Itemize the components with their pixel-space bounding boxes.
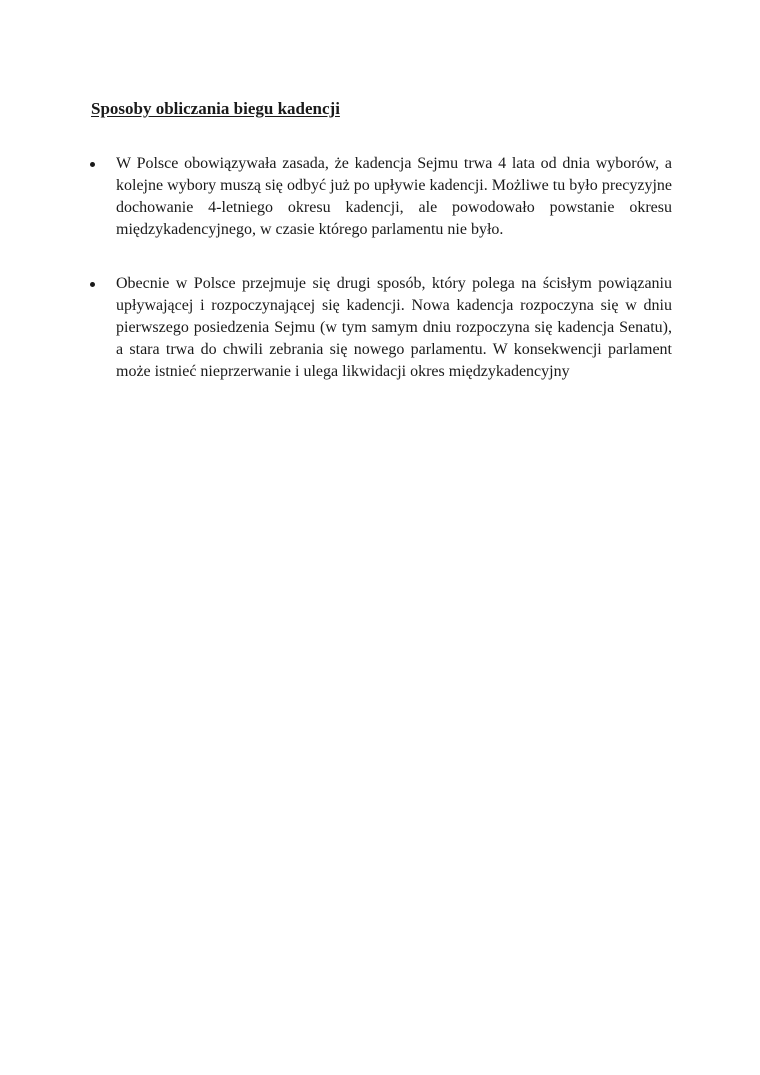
list-item [90, 153, 672, 241]
bullet-list [90, 153, 672, 383]
bullet-text: W Polsce obowiązywała zasada, że kadencja Sejmu trwa 4 lata od dnia wyborów, a kolejne wybory muszą się odbyć już po upływie kadencji. Możliwe tu było precyzyjne dochowanie 4-letniego okresu kadencji, ale powodowało powstanie okresu międzykadencyjnego, w czasie którego parlamentu nie było. [116, 155, 672, 238]
bullet-text: Obecnie w Polsce przejmuje się drugi sposób, który polega na ścisłym powiązaniu upływającej i rozpoczynającej się kadencji. Nowa kadencja rozpoczyna się w dniu pierwszego posiedzenia Sejmu (w tym samym dniu rozpoczyna się kadencja Senatu), a stara trwa do chwili zebrania się nowego parlamentu. W konsekwencji parlament może istnieć nieprzerwanie i ulega likwidacji okres międzykadencyjny [116, 275, 672, 380]
bullet-dot-icon [90, 282, 95, 287]
list-item [90, 273, 672, 383]
document-heading: Sposoby obliczania biegu kadencji [91, 99, 340, 118]
bullet-dot-icon [90, 162, 95, 167]
